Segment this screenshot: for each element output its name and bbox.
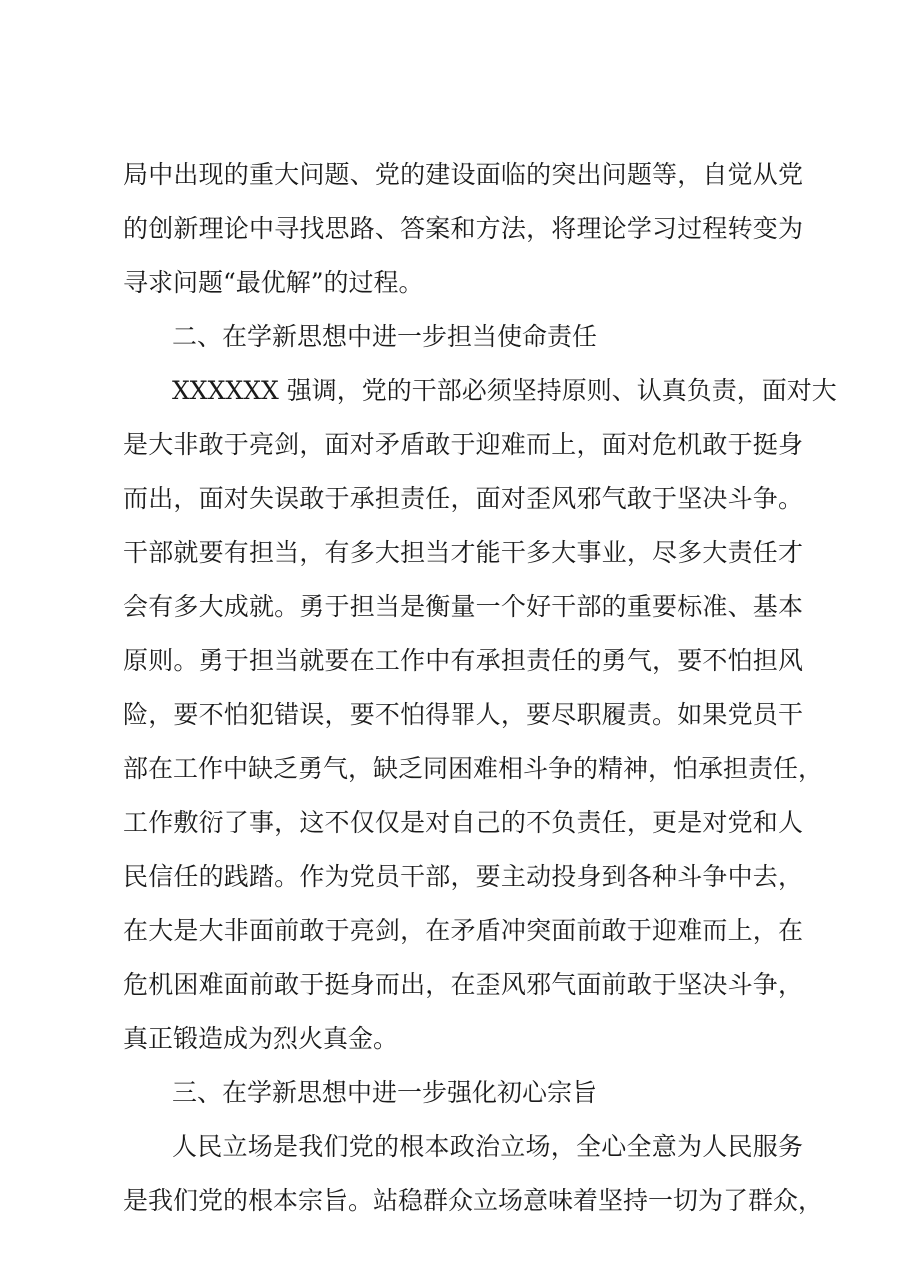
- text-line: 人民立场是我们党的根本政治立场，全心全意为人民服务: [172, 1132, 803, 1161]
- text-line: 部在工作中缺乏勇气，缺乏同困难相斗争的精神，怕承担责任，: [123, 754, 824, 783]
- text-line: 在大是大非面前敢于亮剑，在矛盾冲突面前敢于迎难而上，在: [123, 916, 803, 945]
- text-line: 原则。勇于担当就要在工作中有承担责任的勇气，要不怕担风: [123, 646, 803, 675]
- text-line: 险，要不怕犯错误，要不怕得罪人，要尽职履责。如果党员干: [123, 700, 803, 729]
- text-line: 民信任的践踏。作为党员干部，要主动投身到各种斗争中去，: [123, 862, 803, 891]
- text-line: 的创新理论中寻找思路、答案和方法，将理论学习过程转变为: [123, 214, 803, 243]
- text-line: 是大非敢于亮剑，面对矛盾敢于迎难而上，面对危机敢于挺身: [123, 430, 803, 459]
- section-heading: 二、在学新思想中进一步担当使命责任: [172, 322, 598, 351]
- text-line: 会有多大成就。勇于担当是衡量一个好干部的重要标准、基本: [123, 592, 803, 621]
- text-line: 工作敷衍了事，这不仅仅是对自己的不负责任，更是对党和人: [123, 808, 803, 837]
- text-line: 局中出现的重大问题、党的建设面临的突出问题等，自觉从党: [123, 160, 803, 189]
- text-line: 是我们党的根本宗旨。站稳群众立场意味着坚持一切为了群众，: [123, 1186, 824, 1215]
- text-line: XXXXXX 强调，党的干部必须坚持原则、认真负责，面对大: [172, 376, 837, 405]
- text-line: 危机困难面前敢于挺身而出，在歪风邪气面前敢于坚决斗争，: [123, 970, 803, 999]
- text-line: 寻求问题“最优解”的过程。: [123, 268, 424, 297]
- text-line: 而出，面对失误敢于承担责任，面对歪风邪气敢于坚决斗争。: [123, 484, 803, 513]
- text-line: 干部就要有担当，有多大担当才能干多大事业，尽多大责任才: [123, 538, 803, 567]
- section-heading: 三、在学新思想中进一步强化初心宗旨: [172, 1078, 598, 1107]
- text-line: 真正锻造成为烈火真金。: [123, 1024, 399, 1053]
